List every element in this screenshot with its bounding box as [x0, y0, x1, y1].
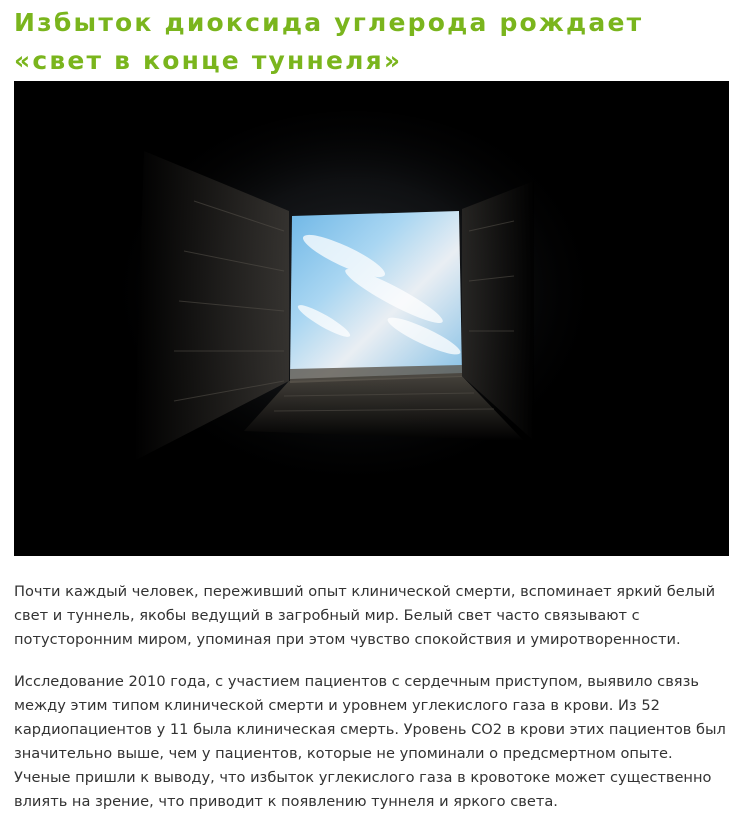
- article-paragraph-1: Почти каждый человек, переживший опыт клинической смерти, вспоминает яркий белый свет и туннель, якобы ведущий в загробный мир. Белый свет часто связывают с потусторонним миром, упоминая при этом чувство спокойствия и умиротворенности.: [14, 583, 716, 648]
- tunnel-sky-illustration: [14, 81, 729, 556]
- article-title: Избыток диоксида углерода рождает «свет в конце туннеля»: [14, 8, 644, 75]
- article-paragraph-2: Исследование 2010 года, с участием пациентов с сердечным приступом, выявило связь между этим типом клинической смерти и уровнем углекислого газа в крови. Из 52 кардиопациентов у 11 была клиническая смерть. Уровень СО2 в крови этих пациентов был значительно выше, чем у пациентов, которые не упоминали о предсмертном опыте. Ученые пришли к выводу, что избыток углекислого газа в кровотоке может существенно влиять на зрение, что приводит к появлению туннеля и яркого света.: [14, 673, 726, 810]
- tunnel-sky-photo: [14, 81, 729, 556]
- article-body: [14, 580, 729, 832]
